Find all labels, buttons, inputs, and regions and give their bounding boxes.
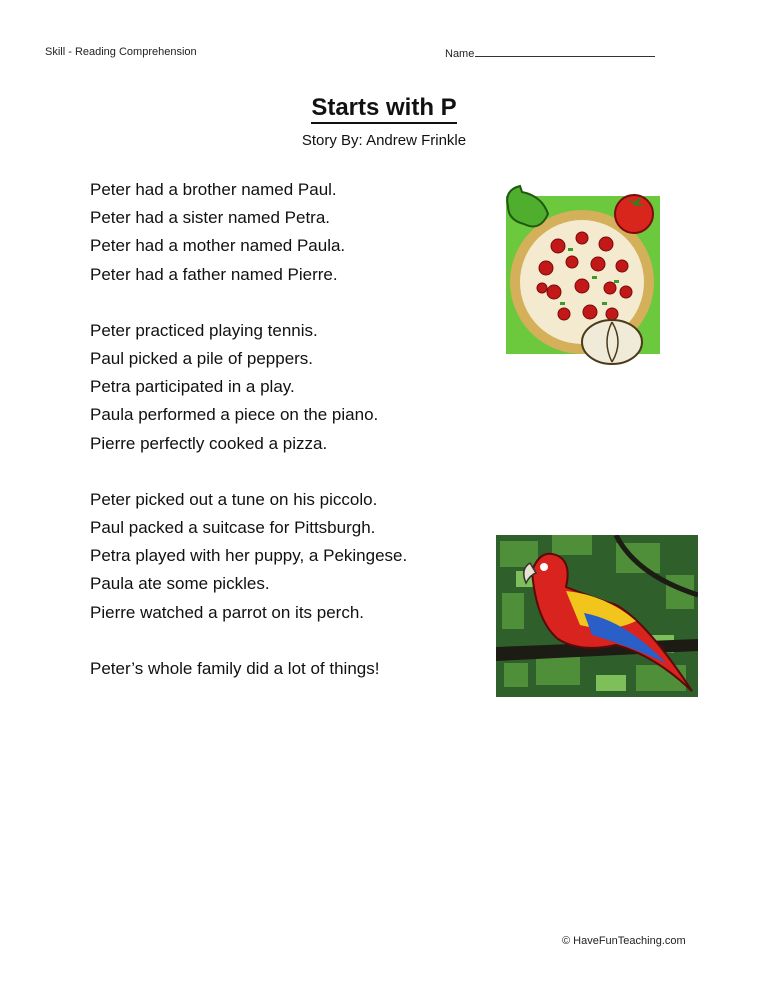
story-line: Paula ate some pickles. [90, 574, 270, 594]
story-line: Paul picked a pile of peppers. [90, 349, 314, 369]
story-line: Pierre perfectly cooked a pizza. [90, 433, 328, 453]
page-title [0, 94, 768, 122]
tomato-shape [615, 195, 653, 233]
page-title-text: Starts with P [311, 94, 456, 124]
name-label: Name [445, 48, 475, 60]
garlic-shape [582, 320, 642, 364]
story-paragraph-1 [90, 176, 490, 289]
story-paragraph-3 [90, 486, 490, 627]
story-line: Peter practiced playing tennis. [90, 320, 318, 340]
story-line: Paul packed a suitcase for Pittsburgh. [90, 518, 376, 538]
story-line: Peter had a brother named Paul. [90, 180, 337, 199]
story-paragraph-4 [90, 655, 490, 683]
story-line: Peter’s whole family did a lot of things! [90, 658, 380, 678]
story-line: Pierre watched a parrot on its perch. [90, 602, 365, 622]
story-line: Peter had a mother named Paula. [90, 236, 346, 256]
story-line: Petra played with her puppy, a Pekingese. [90, 546, 408, 566]
story-line: Peter had a father named Pierre. [90, 264, 338, 284]
pizza-illustration [502, 184, 660, 366]
story-line: Peter had a sister named Petra. [90, 208, 331, 228]
story-paragraph-2 [90, 317, 490, 458]
name-field [445, 46, 655, 60]
story-line: Paula performed a piece on the piano. [90, 405, 379, 425]
parrot-eye [540, 563, 548, 571]
story-line: Petra participated in a play. [90, 377, 295, 397]
skill-label: Skill - Reading Comprehension [45, 46, 197, 58]
name-blank-line [475, 46, 655, 57]
story-text [90, 176, 490, 711]
story-line: Peter picked out a tune on his piccolo. [90, 489, 378, 509]
story-byline: Story By: Andrew Frinkle [301, 132, 467, 149]
copyright-footer: © HaveFunTeaching.com [562, 935, 686, 947]
parrot-illustration [496, 535, 698, 697]
